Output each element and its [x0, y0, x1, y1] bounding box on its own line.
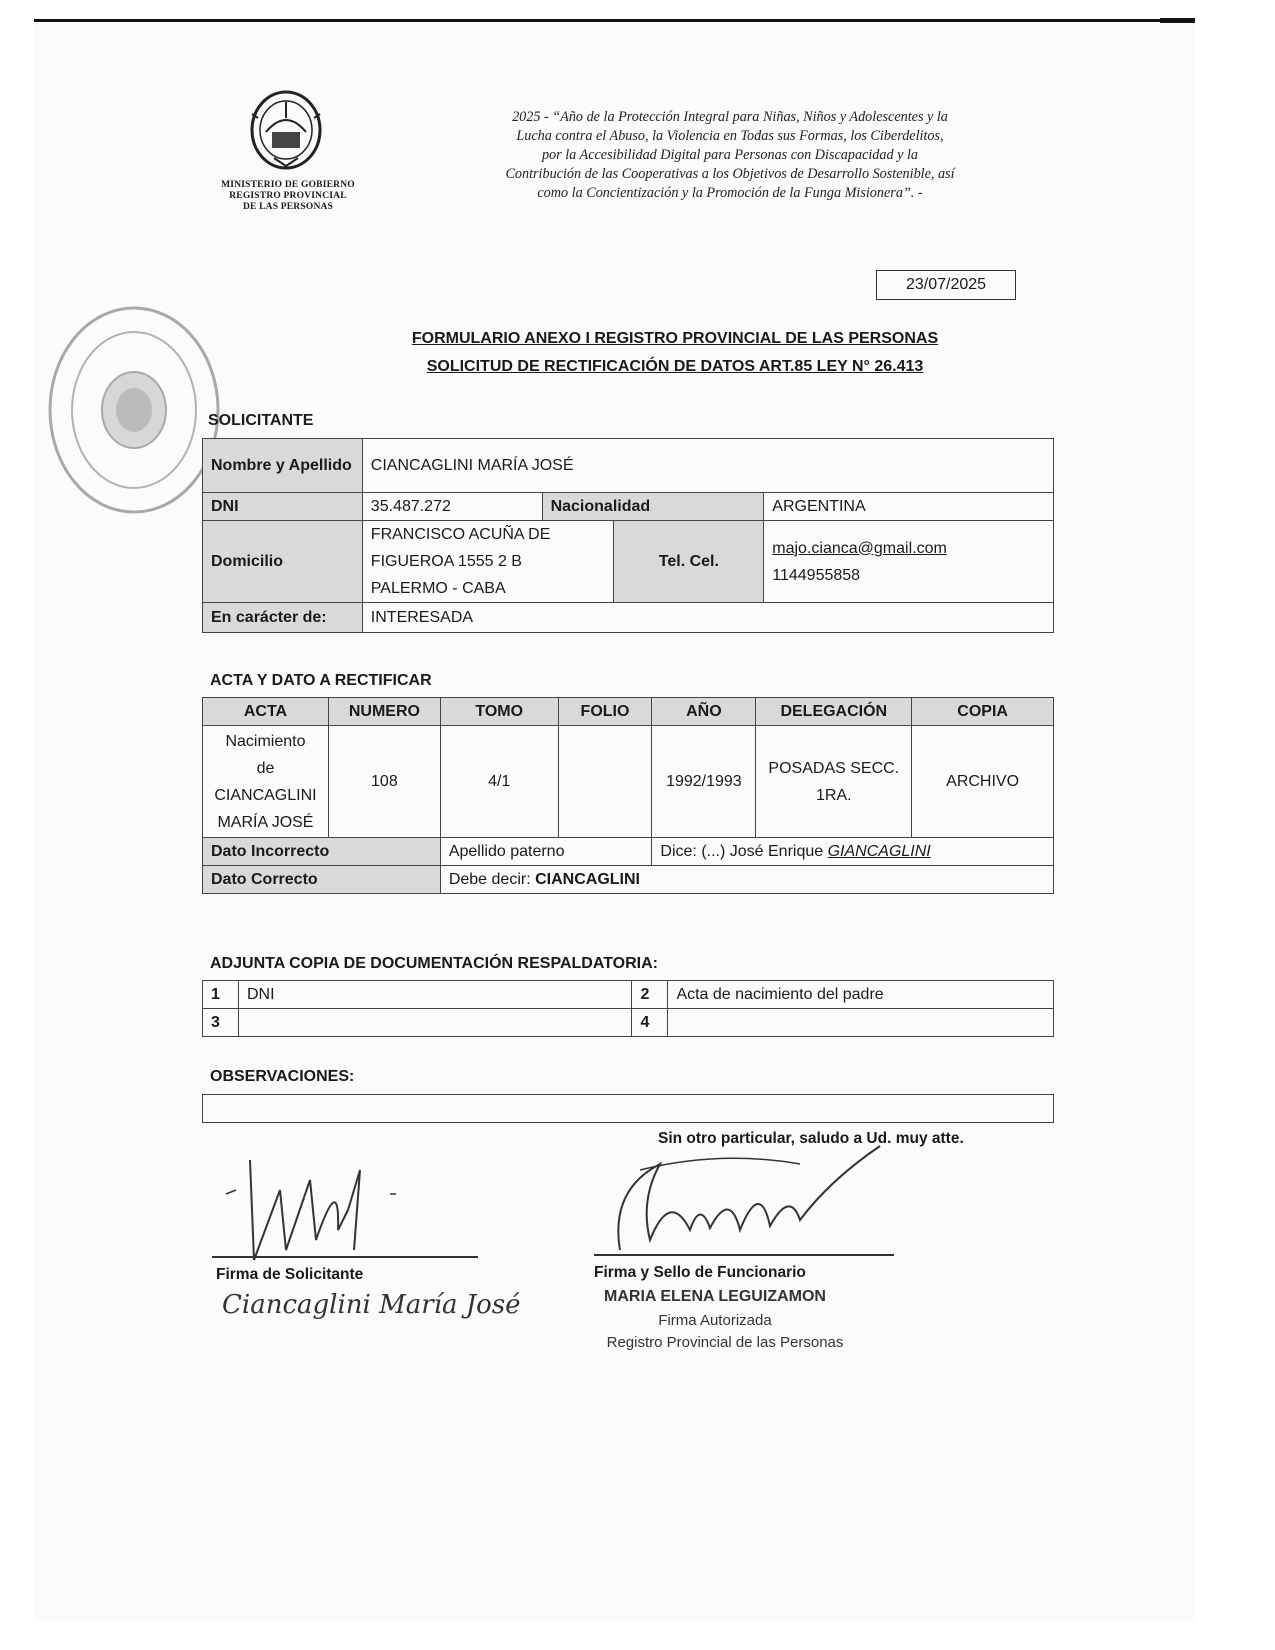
- adjunta-num: 2: [632, 981, 668, 1009]
- solicitante-signature-line: [212, 1256, 478, 1258]
- nombre-value: CIANCAGLINI MARÍA JOSÉ: [362, 439, 1053, 493]
- header-delegacion: DELEGACIÓN: [756, 698, 912, 726]
- caracter-label: En carácter de:: [203, 603, 363, 633]
- ministry-line: MINISTERIO DE GOBIERNO: [221, 180, 355, 190]
- nombre-label: Nombre y Apellido: [203, 439, 363, 493]
- acta-line: de: [256, 759, 275, 777]
- scan-edge-line: [34, 19, 1194, 22]
- dato-incorrecto-dice: Dice: (...) José Enrique GIANCAGLINI: [652, 838, 1054, 866]
- solicitante-section-label: SOLICITANTE: [208, 412, 314, 429]
- acta-line: Nacimiento: [225, 732, 306, 750]
- motto-line: Lucha contra el Abuso, la Violencia en Todas sus Formas, los Ciberdelitos,: [516, 128, 944, 144]
- domicilio-label: Domicilio: [203, 521, 363, 603]
- funcionario-signature: [600, 1140, 900, 1260]
- adjunta-item: [668, 1009, 1054, 1037]
- nacionalidad-label: Nacionalidad: [542, 493, 764, 521]
- province-coat-of-arms-logo: [248, 88, 324, 170]
- dni-value: 35.487.272: [362, 493, 542, 521]
- observaciones-box: [202, 1094, 1054, 1123]
- funcionario-stamp-name: MARIA ELENA LEGUIZAMON: [604, 1288, 826, 1305]
- header-copia: COPIA: [912, 698, 1054, 726]
- delegacion-value: [756, 726, 912, 838]
- domicilio-line: PALERMO - CABA: [370, 580, 506, 597]
- tel-label: Tel. Cel.: [614, 521, 764, 603]
- form-subtitle: SOLICITUD DE RECTIFICACIÓN DE DATOS ART.85 LEY N° 26.413: [426, 358, 924, 375]
- adjunta-item: [238, 1009, 631, 1037]
- tomo-value: 4/1: [440, 726, 558, 838]
- nacionalidad-value: ARGENTINA: [764, 493, 1054, 521]
- ministry-line: REGISTRO PROVINCIAL: [229, 191, 347, 201]
- funcionario-stamp-office: Registro Provincial de las Personas: [606, 1334, 844, 1351]
- caracter-value: INTERESADA: [362, 603, 1053, 633]
- domicilio-value: [362, 521, 614, 603]
- contact-value: [764, 521, 1054, 603]
- email-value[interactable]: majo.cianca@gmail.com: [772, 539, 947, 557]
- header-anio: AÑO: [652, 698, 756, 726]
- adjunta-section-label: ADJUNTA COPIA DE DOCUMENTACIÓN RESPALDATORIA:: [210, 955, 658, 972]
- phone-value: 1144955858: [772, 566, 861, 584]
- closing-text: Sin otro particular, saludo a Ud. muy atte.: [658, 1130, 964, 1147]
- motto-line: como la Concientización y la Promoción de la Funga Misionera”. -: [537, 185, 923, 201]
- copia-value: ARCHIVO: [912, 726, 1054, 838]
- ministry-line: DE LAS PERSONAS: [242, 202, 334, 212]
- dato-correcto-value: Debe decir: CIANCAGLINI: [440, 866, 1053, 894]
- motto-line: por la Accesibilidad Digital para Personas con Discapacidad y la: [541, 147, 919, 163]
- registry-seal-stamp: [44, 300, 224, 530]
- adjunta-item: Acta de nacimiento del padre: [668, 981, 1054, 1009]
- observaciones-value: [203, 1095, 1054, 1123]
- solicitante-signature: [220, 1150, 420, 1270]
- correct-surname: CIANCAGLINI: [535, 870, 640, 888]
- adjunta-item: DNI: [238, 981, 631, 1009]
- acta-value: [203, 726, 329, 838]
- header-tomo: TOMO: [440, 698, 558, 726]
- dato-incorrecto-campo: Apellido paterno: [440, 838, 652, 866]
- dni-label: DNI: [203, 493, 363, 521]
- delegacion-line: POSADAS SECC.: [768, 759, 900, 777]
- header-folio: FOLIO: [558, 698, 652, 726]
- funcionario-stamp-role: Firma Autorizada: [658, 1312, 772, 1329]
- year-motto: [440, 108, 1020, 203]
- observaciones-section-label: OBSERVACIONES:: [210, 1068, 355, 1085]
- date-field: 23/07/2025: [876, 270, 1016, 300]
- delegacion-line: 1RA.: [815, 786, 852, 804]
- motto-line: Contribución de las Cooperativas a los Objetivos de Desarrollo Sostenible, así: [505, 166, 955, 182]
- acta-table: [202, 697, 1054, 894]
- incorrect-surname: GIANCAGLINI: [827, 842, 931, 860]
- firma-solicitante-label: Firma de Solicitante: [216, 1266, 364, 1283]
- firma-funcionario-label: Firma y Sello de Funcionario: [594, 1264, 806, 1281]
- adjunta-num: 1: [203, 981, 239, 1009]
- numero-value: 108: [328, 726, 440, 838]
- header-acta: ACTA: [203, 698, 329, 726]
- domicilio-line: FRANCISCO ACUÑA DE: [370, 526, 551, 543]
- folio-value: [558, 726, 652, 838]
- acta-line: MARÍA JOSÉ: [217, 813, 314, 831]
- acta-section-label: ACTA Y DATO A RECTIFICAR: [210, 672, 432, 689]
- acta-line: CIANCAGLINI: [214, 786, 317, 804]
- adjunta-table: [202, 980, 1054, 1037]
- solicitante-table: [202, 438, 1054, 633]
- adjunta-num: 3: [203, 1009, 239, 1037]
- dato-correcto-label: Dato Correcto: [203, 866, 441, 894]
- ministry-heading: [180, 180, 396, 213]
- form-title: FORMULARIO ANEXO I REGISTRO PROVINCIAL DE LAS PERSONAS: [411, 330, 939, 347]
- funcionario-signature-line: [594, 1254, 894, 1256]
- header-numero: NUMERO: [328, 698, 440, 726]
- dato-incorrecto-label: Dato Incorrecto: [203, 838, 441, 866]
- solicitante-handwritten-name: Ciancaglini María José: [222, 1290, 521, 1320]
- adjunta-num: 4: [632, 1009, 668, 1037]
- scan-edge-mark: [1160, 18, 1195, 23]
- anio-value: 1992/1993: [652, 726, 756, 838]
- motto-line: 2025 - “Año de la Protección Integral para Niñas, Niños y Adolescentes y la: [512, 109, 948, 125]
- domicilio-line: FIGUEROA 1555 2 B: [370, 553, 522, 570]
